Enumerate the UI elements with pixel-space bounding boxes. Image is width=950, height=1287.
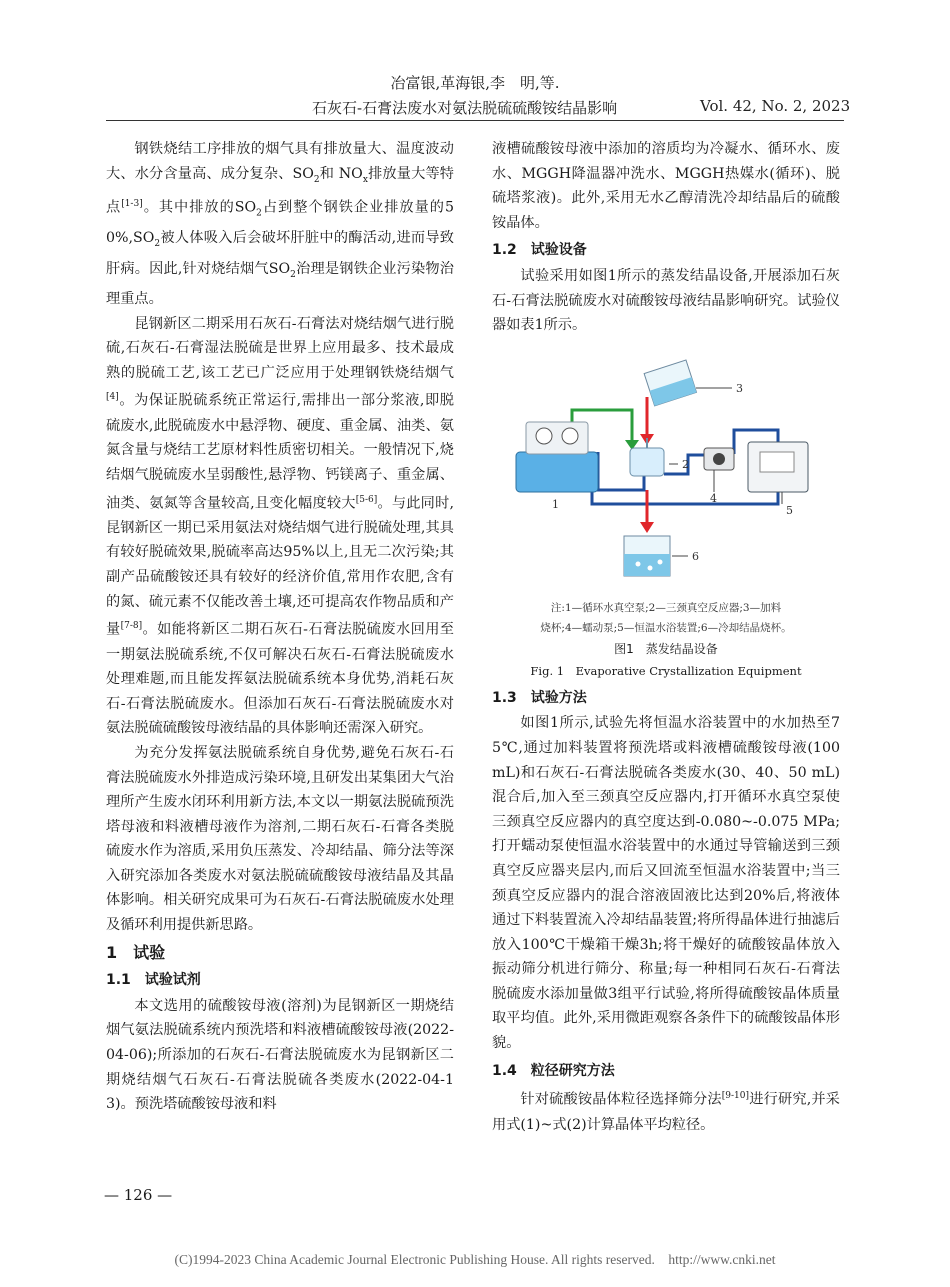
text-run: 治理是钢铁企业污染物治理重点。 — [106, 260, 454, 308]
text-run: 排放量大等特点 — [106, 165, 454, 216]
crystal — [636, 561, 641, 566]
text-run: 。如能将新区二期石灰石-石膏法脱硫废水回用至一期氨法脱硫系统,不仅可解决石灰石-石膏法脱硫废水处理难题,而且能发挥氨法脱硫系统本身优势,消耗石灰石-石膏法脱硫废水。但添加石灰石-石膏法脱硫废水对氨法脱硫硫酸铵母液结晶的具体影响还需深入研究。 — [106, 621, 454, 737]
blue-tube-return — [592, 492, 778, 504]
citation: [5-6] — [355, 494, 378, 505]
running-header-authors: 冶富银,革海银,李 明,等. — [390, 74, 560, 92]
header-rule — [106, 120, 844, 121]
figure-label-5: 5 — [786, 503, 793, 517]
section-heading-1-2: 1.2 试验设备 — [492, 242, 587, 259]
feeding-beaker — [644, 360, 696, 406]
subscript: 2 — [154, 239, 161, 249]
left-column — [106, 137, 454, 1117]
citation: [9-10] — [721, 1091, 749, 1102]
figure-label-6: 6 — [692, 549, 699, 563]
section-heading-1-1: 1.1 试验试剂 — [106, 972, 201, 989]
citation: [4] — [106, 392, 119, 403]
pump-rotor — [713, 453, 725, 465]
paragraph-intro-2 — [106, 312, 454, 741]
water-bath-panel — [760, 452, 794, 472]
text-run: 。为保证脱硫系统正常运行,需排出一部分浆液,即脱硫废水,此脱硫废水中悬浮物、硬度、重金属、油类、氨氮含量与烧结工艺原材料性质密切相关。一般情况下,烧结烟气脱硫废水呈弱酸性,悬浮物、钙镁离子、重金属、油类、氨氮等含量较高,且变化幅度较大 — [106, 393, 454, 512]
paragraph-intro-3: 为充分发挥氨法脱硫系统自身优势,避免石灰石-石膏法脱硫废水外排造成污染环境,且研发出某集团大气治理所产生废水闭环利用新方法,本文以一期氨法脱硫预洗塔母液和料液槽母液作为溶剂,二期石灰石-石膏各类脱硫废水作为溶质,采用负压蒸发、冷却结晶、筛分法等深入研究添加各类废水对氨法脱硫硫酸铵母液结晶及其晶体影响。相关研究成果可为石灰石-石膏法脱硫废水处理及循环利用提供新思路。 — [106, 744, 454, 934]
pressure-gauge-1 — [536, 428, 552, 444]
subscript: 2 — [290, 269, 296, 280]
running-header-title: 石灰石-石膏法废水对氨法脱硫硫酸铵结晶影响 — [312, 99, 618, 117]
paragraph-intro-1 — [106, 137, 454, 312]
figure-label-1: 1 — [552, 497, 559, 511]
apparatus-diagram — [492, 352, 840, 592]
section-heading-1: 1 试验 — [106, 942, 166, 962]
subscript: 2 — [313, 174, 320, 185]
text-run: 。其中排放的SO — [142, 199, 257, 216]
subscript: x — [362, 174, 368, 185]
figure-1-apparatus — [492, 352, 840, 592]
text-run: 。与此同时,昆钢新区一期已采用氨法对烧结烟气进行脱硫处理,其具有较好脱硫效果,脱硫率高达95%以上,且无二次污染;其副产品硫酸铵还具有较好的经济价值,常用作农肥,含有的氮、硫元素不仅能改善土壤,还可提高农作物品质和产量 — [106, 495, 454, 638]
section-heading-1-3: 1.3 试验方法 — [492, 689, 587, 706]
figure-note — [492, 598, 840, 638]
figure-caption-cn: 图1 蒸发结晶设备 — [614, 641, 718, 656]
figure-caption-en: Fig. 1 Evaporative Crystallization Equipment — [530, 663, 802, 678]
figure-label-2: 2 — [682, 457, 689, 471]
text-run: 被人体吸入后会破坏肝脏中的酶活动,进而导致肝病。因此,针对烧结烟气SO — [106, 230, 454, 277]
cooling-beaker-liquid — [624, 554, 670, 576]
crystal — [658, 559, 663, 564]
text-run: 昆钢新区二期采用石灰石-石膏法对烧结烟气进行脱硫,石灰石-石膏湿法脱硫是世界上应用最多、技术最成熟的脱硫工艺,该工艺已广泛应用于处理钢铁烧结烟气 — [106, 315, 454, 381]
text-run: 钢铁烧结工序排放的烟气具有排放量大、温度波动大、水分含量高、成分复杂、SO — [106, 141, 454, 182]
text-run: 和 NO — [319, 165, 363, 182]
red-drain-arrow — [640, 522, 654, 533]
paragraph-reagents-cont: 液槽硫酸铵母液中添加的溶质均为冷凝水、循环水、废水、MGGH降温器冲洗水、MGGH热媒水(循环)、脱硫塔浆液)。此外,采用无水乙醇清洗冷却结晶后的硫酸铵晶体。 — [492, 141, 840, 231]
figure-note-line-2: 烧杯;4—蠕动泵;5—恒温水浴装置;6—冷却结晶烧杯。 — [540, 621, 792, 634]
text-run: 针对硫酸铵晶体粒径选择筛分法 — [520, 1091, 722, 1108]
page-number: — 126 — — [104, 1186, 173, 1204]
paragraph-reagents: 本文选用的硫酸铵母液(溶剂)为昆钢新区一期烧结烟气氨法脱硫系统内预洗塔和料液槽硫酸铵母液(2022-04-06);所添加的石灰石-石膏法脱硫废水为昆钢新区二期烧结烟气石灰石-石膏法脱硫各类废水(2022-04-13)。预洗塔硫酸铵母液和料 — [106, 997, 454, 1113]
text-run: 占到整个钢铁企业排放量的50%,SO — [106, 199, 454, 247]
vacuum-pump-body — [516, 452, 598, 492]
reactor-vessel — [630, 448, 664, 476]
citation: [1-3] — [121, 199, 143, 210]
crystal — [648, 565, 653, 570]
figure-label-3: 3 — [736, 381, 743, 395]
text-run: 进行研究,并采用式(1)~式(2)计算晶体平均粒径。 — [492, 1091, 840, 1133]
paragraph-method: 如图1所示,试验先将恒温水浴装置中的水加热至75℃,通过加料装置将预洗塔或料液槽硫酸铵母液(100 mL)和石灰石-石膏法脱硫各类废水(30、40、50 mL)混合后,加入至三颈真空反应器内,打开循环水真空泵使三颈真空反应器内的真空度达到-0.080~-0.075 MPa;打开蠕动泵使恒温水浴装置中的水通过导管输送到三颈真空反应器夹层内,而后又回流至恒温水浴装置中;当三颈真空反应器内的混合溶液固液比达到20%后,将液体通过下料装置流入冷却结晶装置;将所得晶体进行抽滤后放入100℃干燥箱干燥3h;将干燥好的硫酸铵晶体放入振动筛分机进行筛分、称量;每一种相同石灰石-石膏法脱硫废水添加量做3组平行试验,将所得硫酸铵晶体质量取平均值。此外,采用微距观察各条件下的硫酸铵晶体形貌。 — [492, 715, 840, 1052]
copyright-footer: (C)1994-2023 China Academic Journal Electronic Publishing House. All rights reserved. http://www.cnki.net — [174, 1252, 776, 1267]
figure-note-line-1: 注:1—循环水真空泵;2—三颈真空反应器;3—加料 — [550, 601, 782, 614]
paragraph-particle-size — [492, 1084, 840, 1137]
pressure-gauge-2 — [562, 428, 578, 444]
citation: [7-8] — [120, 621, 143, 632]
vacuum-pump-head — [526, 422, 588, 454]
running-header-volume: Vol. 42, No. 2, 2023 — [700, 97, 851, 115]
paragraph-equipment: 试验采用如图1所示的蒸发结晶设备,开展添加石灰石-石膏法脱硫废水对硫酸铵母液结晶影响研究。试验仪器如表1所示。 — [492, 267, 840, 334]
section-heading-1-4: 1.4 粒径研究方法 — [492, 1062, 615, 1079]
figure-label-4: 4 — [710, 491, 717, 505]
right-column — [492, 137, 840, 1137]
subscript: 2 — [256, 208, 262, 219]
